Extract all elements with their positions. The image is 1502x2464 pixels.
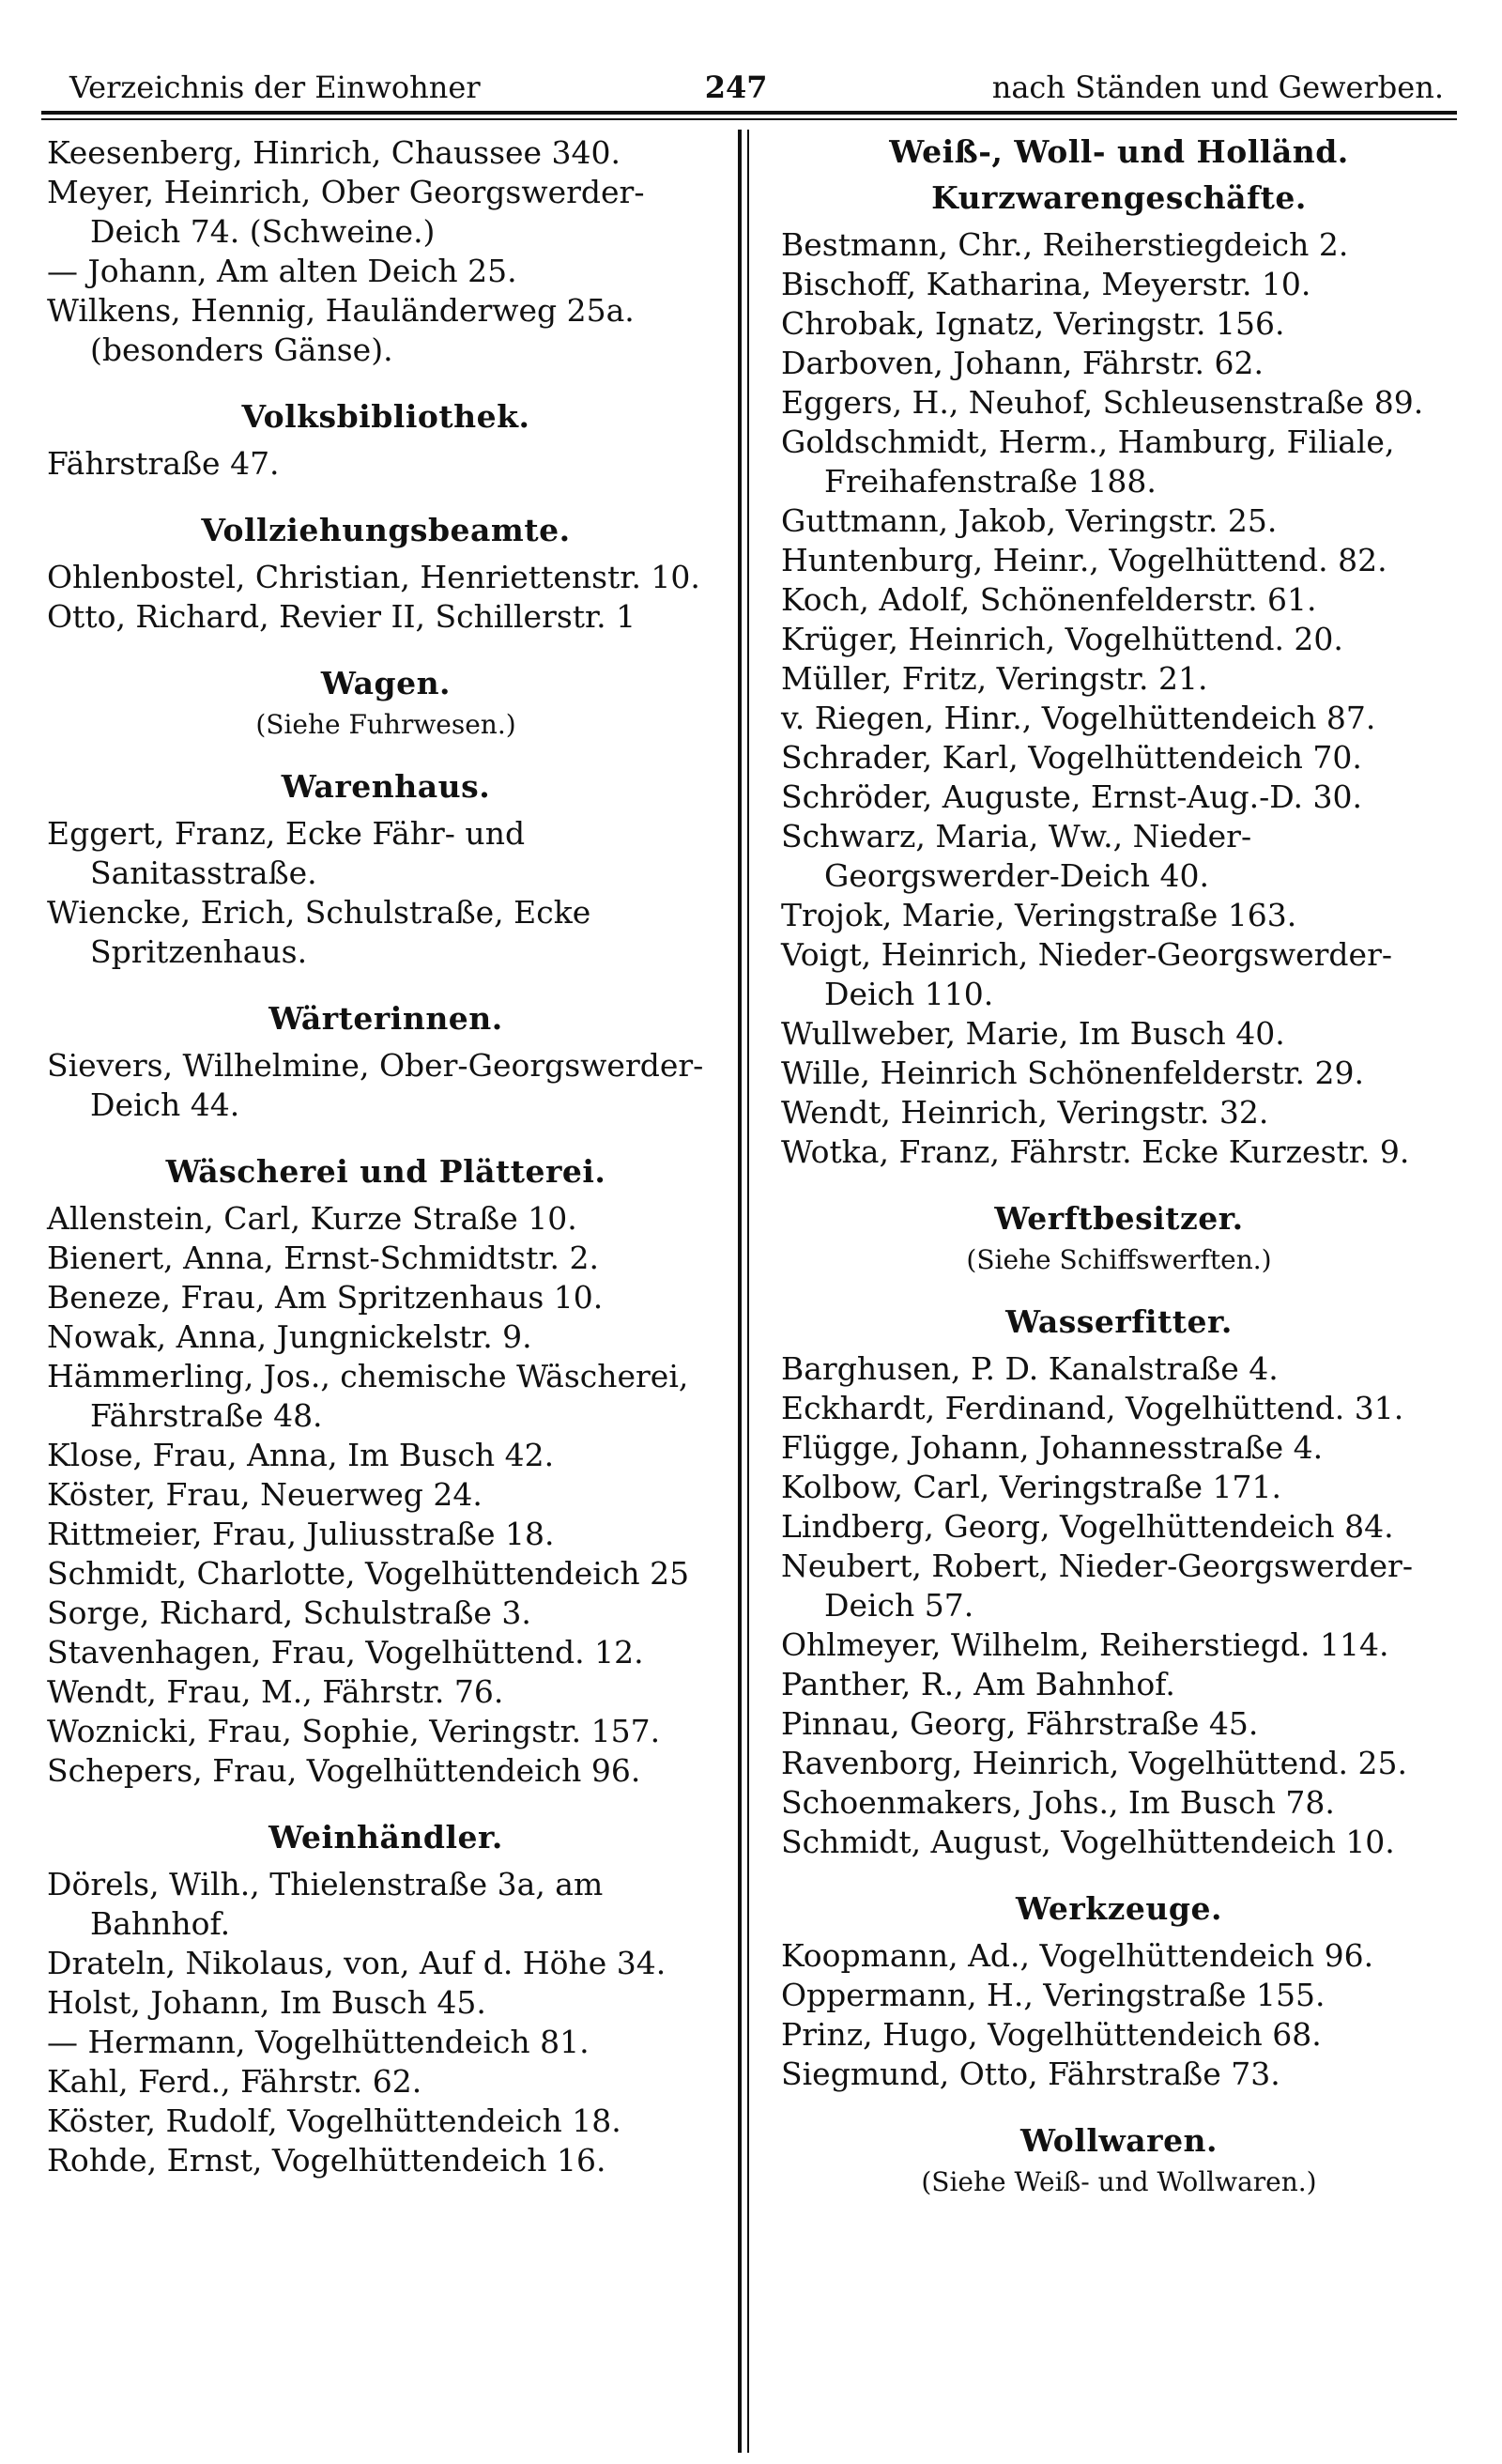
list-item: Köster, Frau, Neuerweg 24.: [47, 1476, 483, 1513]
section-subtitle: Kurzwarengeschäfte.: [931, 179, 1307, 216]
cross-reference: (Siehe Weiß- und Wollwaren.): [921, 2166, 1317, 2197]
directory-section: [781, 1890, 1457, 2094]
right-column: [749, 133, 1457, 2218]
cross-reference: (Siehe Fuhrwesen.): [255, 709, 516, 740]
section-title: Wollwaren.: [1019, 2122, 1218, 2159]
section-title: Wäscherei und Plätterei.: [165, 1153, 606, 1190]
list-item: Ohlenbostel, Christian, Henriettenstr. 10.: [47, 559, 700, 595]
list-item: Schoenmakers, Johs., Im Busch 78.: [781, 1784, 1335, 1821]
list-item: Oppermann, H., Veringstraße 155.: [781, 1977, 1326, 2013]
section-title: Wagen.: [320, 665, 452, 701]
list-item: Schröder, Auguste, Ernst-Aug.-D. 30.: [781, 778, 1362, 815]
directory-section: [47, 1819, 725, 2180]
cross-reference: (Siehe Schiffswerften.): [966, 1244, 1272, 1275]
list-item: Voigt, Heinrich, Nieder-Georgswerder-Deich 110.: [781, 936, 1393, 1012]
list-item: Keesenberg, Hinrich, Chaussee 340.: [47, 134, 621, 171]
header-left: Verzeichnis der Einwohner: [69, 69, 481, 105]
list-item: Hämmerling, Jos., chemische Wäscherei, Fährstraße 48.: [47, 1358, 689, 1434]
list-item: Kahl, Ferd., Fährstr. 62.: [47, 2063, 422, 2100]
list-item: Goldschmidt, Herm., Hamburg, Filiale, Freihafenstraße 188.: [781, 424, 1395, 500]
list-item: Krüger, Heinrich, Vogelhüttend. 20.: [781, 621, 1343, 657]
list-item: Meyer, Heinrich, Ober Georgswerder-Deich 74. (Schweine.): [47, 174, 645, 250]
list-item: Bestmann, Chr., Reiherstiegdeich 2.: [781, 226, 1349, 263]
list-item: Wendt, Heinrich, Veringstr. 32.: [781, 1094, 1269, 1131]
header-right: nach Ständen und Gewerben.: [991, 69, 1444, 105]
section-title: Weinhändler.: [268, 1819, 503, 1856]
list-item: Pinnau, Georg, Fährstraße 45.: [781, 1705, 1259, 1742]
list-item: Ohlmeyer, Wilhelm, Reiherstiegd. 114.: [781, 1626, 1389, 1663]
list-item: Sievers, Wilhelmine, Ober-Georgswerder-Deich 44.: [47, 1047, 704, 1123]
section-title: Volksbibliothek.: [241, 398, 530, 435]
list-item: Rittmeier, Frau, Juliusstraße 18.: [47, 1516, 555, 1552]
directory-section: [47, 1000, 725, 1125]
intro-entries: [47, 133, 725, 370]
list-item: Schmidt, August, Vogelhüttendeich 10.: [781, 1824, 1395, 1860]
list-item: Barghusen, P. D. Kanalstraße 4.: [781, 1350, 1279, 1387]
list-item: Kolbow, Carl, Veringstraße 171.: [781, 1469, 1281, 1505]
directory-section: [47, 512, 725, 637]
header-rule: [41, 111, 1457, 115]
list-item: Fährstraße 47.: [47, 445, 280, 482]
list-item: Beneze, Frau, Am Spritzenhaus 10.: [47, 1279, 604, 1316]
column-divider: [738, 130, 742, 2453]
directory-section: [47, 1153, 725, 1791]
list-item: Wille, Heinrich Schönenfelderstr. 29.: [781, 1055, 1364, 1091]
list-item: Bischoff, Katharina, Meyerstr. 10.: [781, 266, 1311, 302]
list-item: Guttmann, Jakob, Veringstr. 25.: [781, 502, 1278, 539]
list-item: Koch, Adolf, Schönenfelderstr. 61.: [781, 581, 1317, 618]
directory-section: [47, 665, 725, 740]
list-item: Darboven, Johann, Fährstr. 62.: [781, 345, 1264, 381]
columns: [41, 133, 1457, 2218]
section-title: Werftbesitzer.: [994, 1200, 1244, 1237]
left-column: [41, 133, 749, 2218]
list-item: Bienert, Anna, Ernst-Schmidtstr. 2.: [47, 1240, 599, 1276]
list-item: Lindberg, Georg, Vogelhüttendeich 84.: [781, 1508, 1394, 1545]
section-title: Weiß-, Woll- und Holländ.: [889, 133, 1349, 170]
list-item: Panther, R., Am Bahnhof.: [781, 1666, 1175, 1702]
list-item: Chrobak, Ignatz, Veringstr. 156.: [781, 305, 1285, 342]
list-item: Trojok, Marie, Veringstraße 163.: [781, 897, 1297, 933]
list-item: Wotka, Franz, Fährstr. Ecke Kurzestr. 9.: [781, 1133, 1410, 1170]
list-item: Sorge, Richard, Schulstraße 3.: [47, 1594, 531, 1631]
section-title: Werkzeuge.: [1016, 1890, 1222, 1927]
list-item: — Johann, Am alten Deich 25.: [47, 253, 517, 289]
list-item: Rohde, Ernst, Vogelhüttendeich 16.: [47, 2142, 606, 2179]
list-item: Eckhardt, Ferdinand, Vogelhüttend. 31.: [781, 1390, 1404, 1426]
section-title: Vollziehungsbeamte.: [201, 512, 571, 548]
list-item: Köster, Rudolf, Vogelhüttendeich 18.: [47, 2102, 621, 2139]
directory-section: [781, 1303, 1457, 1862]
list-item: Flügge, Johann, Johannesstraße 4.: [781, 1429, 1324, 1466]
section-title: Wärterinnen.: [268, 1000, 503, 1037]
header-rule-thin: [41, 118, 1457, 120]
list-item: Koopmann, Ad., Vogelhüttendeich 96.: [781, 1937, 1374, 1974]
list-item: Drateln, Nikolaus, von, Auf d. Höhe 34.: [47, 1945, 667, 1981]
list-item: Holst, Johann, Im Busch 45.: [47, 1984, 486, 2021]
list-item: Nowak, Anna, Jungnickelstr. 9.: [47, 1318, 532, 1355]
list-item: Prinz, Hugo, Vogelhüttendeich 68.: [781, 2016, 1322, 2053]
page-number: 247: [704, 69, 768, 105]
list-item: Stavenhagen, Frau, Vogelhüttend. 12.: [47, 1634, 644, 1671]
list-item: v. Riegen, Hinr., Vogelhüttendeich 87.: [781, 700, 1376, 736]
directory-section: [781, 2122, 1457, 2197]
list-item: Wilkens, Hennig, Hauländerweg 25a. (besonders Gänse).: [47, 292, 635, 368]
list-item: Müller, Fritz, Veringstr. 21.: [781, 660, 1208, 697]
list-item: Wiencke, Erich, Schulstraße, Ecke Spritzenhaus.: [47, 894, 591, 970]
list-item: Siegmund, Otto, Fährstraße 73.: [781, 2056, 1280, 2092]
list-item: Huntenburg, Heinr., Vogelhüttend. 82.: [781, 542, 1387, 578]
list-item: Schwarz, Maria, Ww., Nieder-Georgswerder-Deich 40.: [781, 818, 1252, 894]
list-item: Dörels, Wilh., Thielenstraße 3a, am Bahnhof.: [47, 1866, 604, 1942]
list-item: Eggert, Franz, Ecke Fähr- und Sanitasstraße.: [47, 815, 526, 891]
list-item: Ravenborg, Heinrich, Vogelhüttend. 25.: [781, 1745, 1408, 1781]
section-title: Warenhaus.: [281, 768, 491, 805]
list-item: Otto, Richard, Revier II, Schillerstr. 1: [47, 598, 636, 635]
list-item: Wullweber, Marie, Im Busch 40.: [781, 1015, 1285, 1052]
list-item: Klose, Frau, Anna, Im Busch 42.: [47, 1437, 555, 1473]
column-divider-thin: [747, 130, 749, 2453]
section-title: Wasserfitter.: [1005, 1303, 1233, 1340]
list-item: Woznicki, Frau, Sophie, Veringstr. 157.: [47, 1713, 661, 1749]
directory-section: [781, 133, 1457, 1172]
list-item: Wendt, Frau, M., Fährstr. 76.: [47, 1673, 504, 1710]
list-item: Eggers, H., Neuhof, Schleusenstraße 89.: [781, 384, 1424, 421]
list-item: Schrader, Karl, Vogelhüttendeich 70.: [781, 739, 1362, 776]
list-item: Allenstein, Carl, Kurze Straße 10.: [47, 1200, 577, 1237]
list-item: Schmidt, Charlotte, Vogelhüttendeich 25: [47, 1555, 690, 1592]
page-header: [41, 53, 1457, 105]
list-item: — Hermann, Vogelhüttendeich 81.: [47, 2024, 590, 2060]
directory-section: [47, 768, 725, 972]
directory-section: [47, 398, 725, 484]
directory-section: [781, 1200, 1457, 1275]
list-item: Schepers, Frau, Vogelhüttendeich 96.: [47, 1752, 641, 1789]
list-item: Neubert, Robert, Nieder-Georgswerder-Deich 57.: [781, 1548, 1413, 1624]
